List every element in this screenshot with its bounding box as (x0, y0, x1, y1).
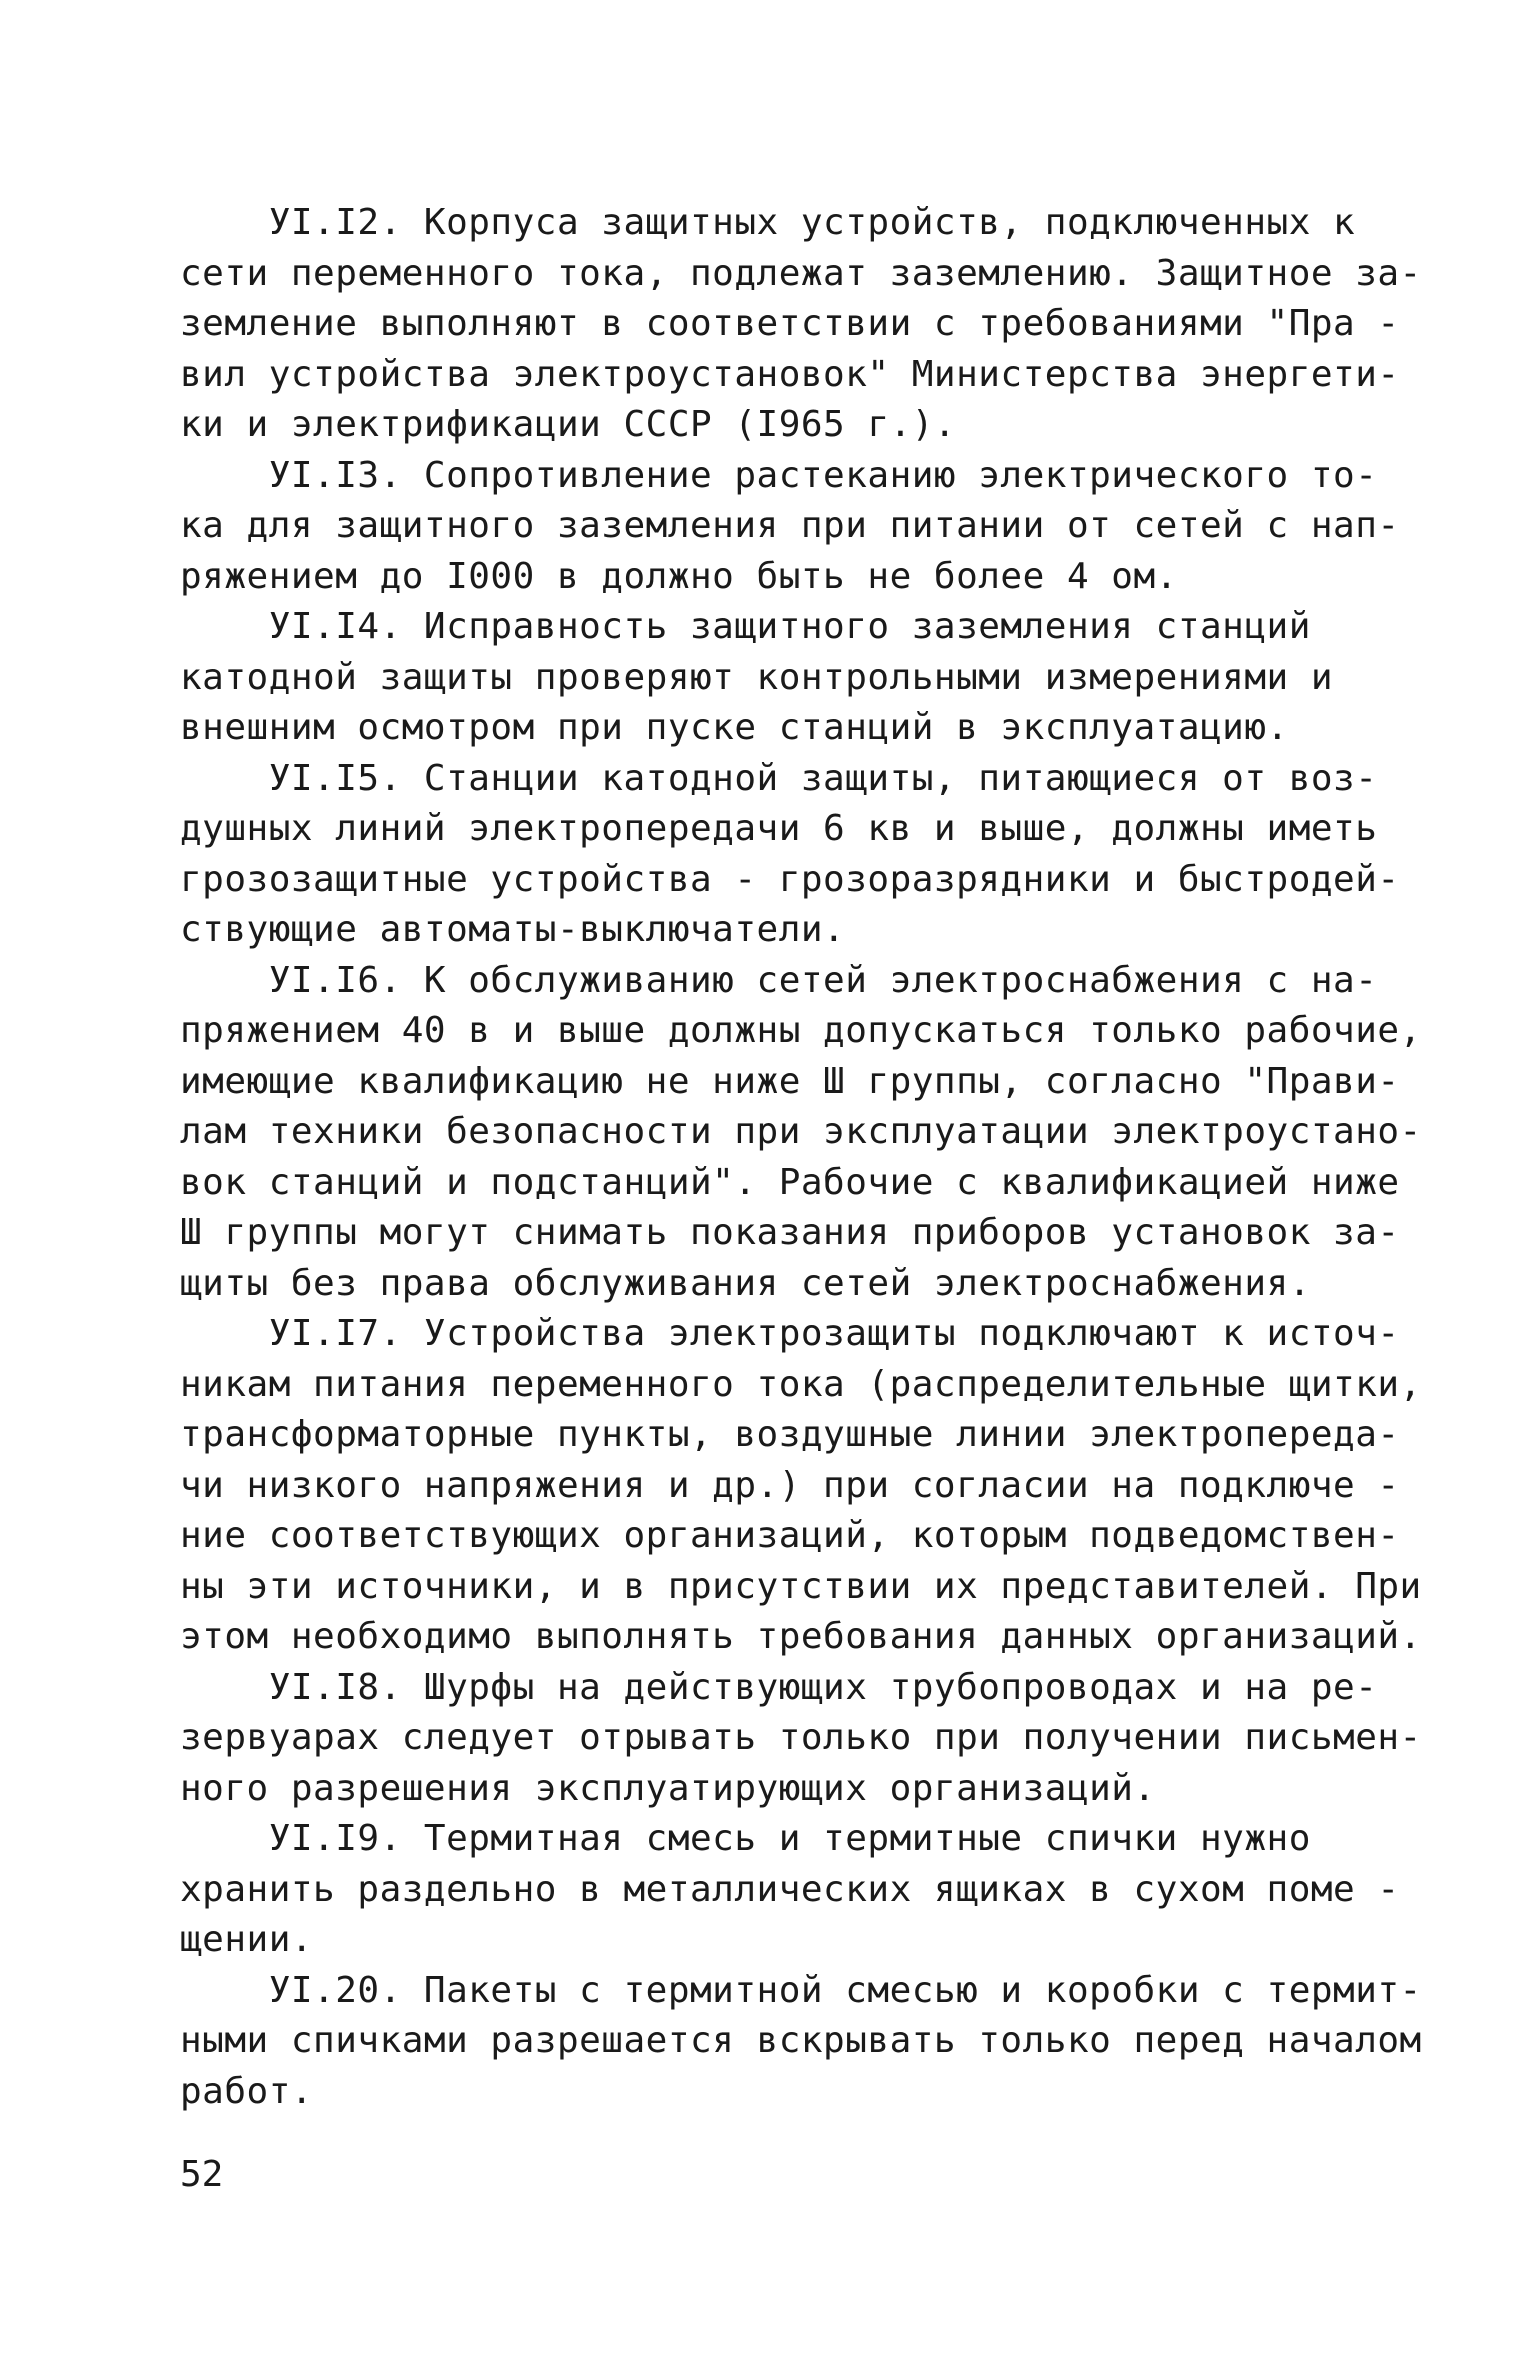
text-line: Ш группы могут снимать показания приборов установок за- (180, 1212, 1400, 1253)
text-line: УI.I2. Корпуса защитных устройств, подключенных к (180, 202, 1356, 243)
text-line: этом необходимо выполнять требования данных организаций. (180, 1616, 1422, 1657)
text-line: душных линий электропередачи 6 кв и выше, должны иметь (180, 808, 1378, 849)
text-line: работ. (180, 2070, 314, 2112)
text-line: сети переменного тока, подлежат заземлению. Защитное за- (180, 252, 1422, 294)
text-line: имеющие квалификацию не ниже Ш группы, согласно "Прави- (180, 1060, 1400, 1102)
text-line: внешним осмотром при пуске станций в эксплуатацию. (180, 707, 1289, 748)
text-line: УI.I8. Шурфы на действующих трубопроводах и на ре- (180, 1666, 1378, 1708)
text-line: УI.20. Пакеты с термитной смесью и коробки с термит- (180, 1969, 1422, 2011)
text-line: УI.I3. Сопротивление растеканию электрического то- (180, 454, 1378, 496)
text-line: трансформаторные пункты, воздушные линии электропереда- (180, 1414, 1400, 1455)
text-line: вок станций и подстанций". Рабочие с квалификацией ниже (180, 1161, 1400, 1203)
text-line: катодной защиты проверяют контрольными измерениями и (180, 656, 1334, 698)
text-line: никам питания переменного тока (распределительные щитки, (180, 1363, 1422, 1405)
text-line: щении. (180, 1919, 314, 1960)
text-line: УI.I6. К обслуживанию сетей электроснабжения с на- (180, 959, 1378, 1001)
text-line: ными спичками разрешается вскрывать только перед началом (180, 2020, 1422, 2061)
text-line: вил устройства электроустановок" Министерства энергети- (180, 353, 1400, 395)
page-number: 52 (180, 2154, 224, 2195)
text-line: ны эти источники, и в присутствии их представителей. При (180, 1565, 1422, 1607)
text-line: пряжением 40 в и выше должны допускаться только рабочие, (180, 1010, 1422, 1051)
text-line: УI.I4. Исправность защитного заземления станций (180, 606, 1311, 647)
text-line: ного разрешения эксплуатирующих организаций. (180, 1767, 1156, 1809)
text-line: грозозащитные устройства - грозоразрядники и быстродей- (180, 858, 1400, 900)
text-line: ряжением до I000 в должно быть не более 4 ом. (180, 555, 1178, 597)
text-line: УI.I5. Станции катодной защиты, питающиеся от воз- (180, 757, 1378, 799)
text-line: ствующие автоматы-выключатели. (180, 909, 846, 950)
text-line: лам техники безопасности при эксплуатации электроустано- (180, 1111, 1422, 1152)
text-line: чи низкого напряжения и др.) при согласии на подключе - (180, 1464, 1400, 1506)
text-line: УI.I9. Термитная смесь и термитные спички нужно (180, 1818, 1311, 1859)
text-line: УI.I7. Устройства электрозащиты подключают к источ- (180, 1313, 1400, 1354)
text-line: ние соответствующих организаций, которым подведомствен- (180, 1515, 1400, 1556)
text-line: зервуарах следует отрывать только при получении письмен- (180, 1717, 1422, 1758)
text-line: земление выполняют в соответствии с требованиями "Пра - (180, 303, 1400, 344)
text-line: щиты без права обслуживания сетей электроснабжения. (180, 1262, 1311, 1304)
body-text (180, 198, 1422, 2117)
text-line: ка для защитного заземления при питании от сетей с нап- (180, 505, 1400, 546)
text-line: ки и электрификации СССР (I965 г.). (180, 404, 957, 445)
text-line: хранить раздельно в металлических ящиках в сухом поме - (180, 1868, 1400, 1910)
